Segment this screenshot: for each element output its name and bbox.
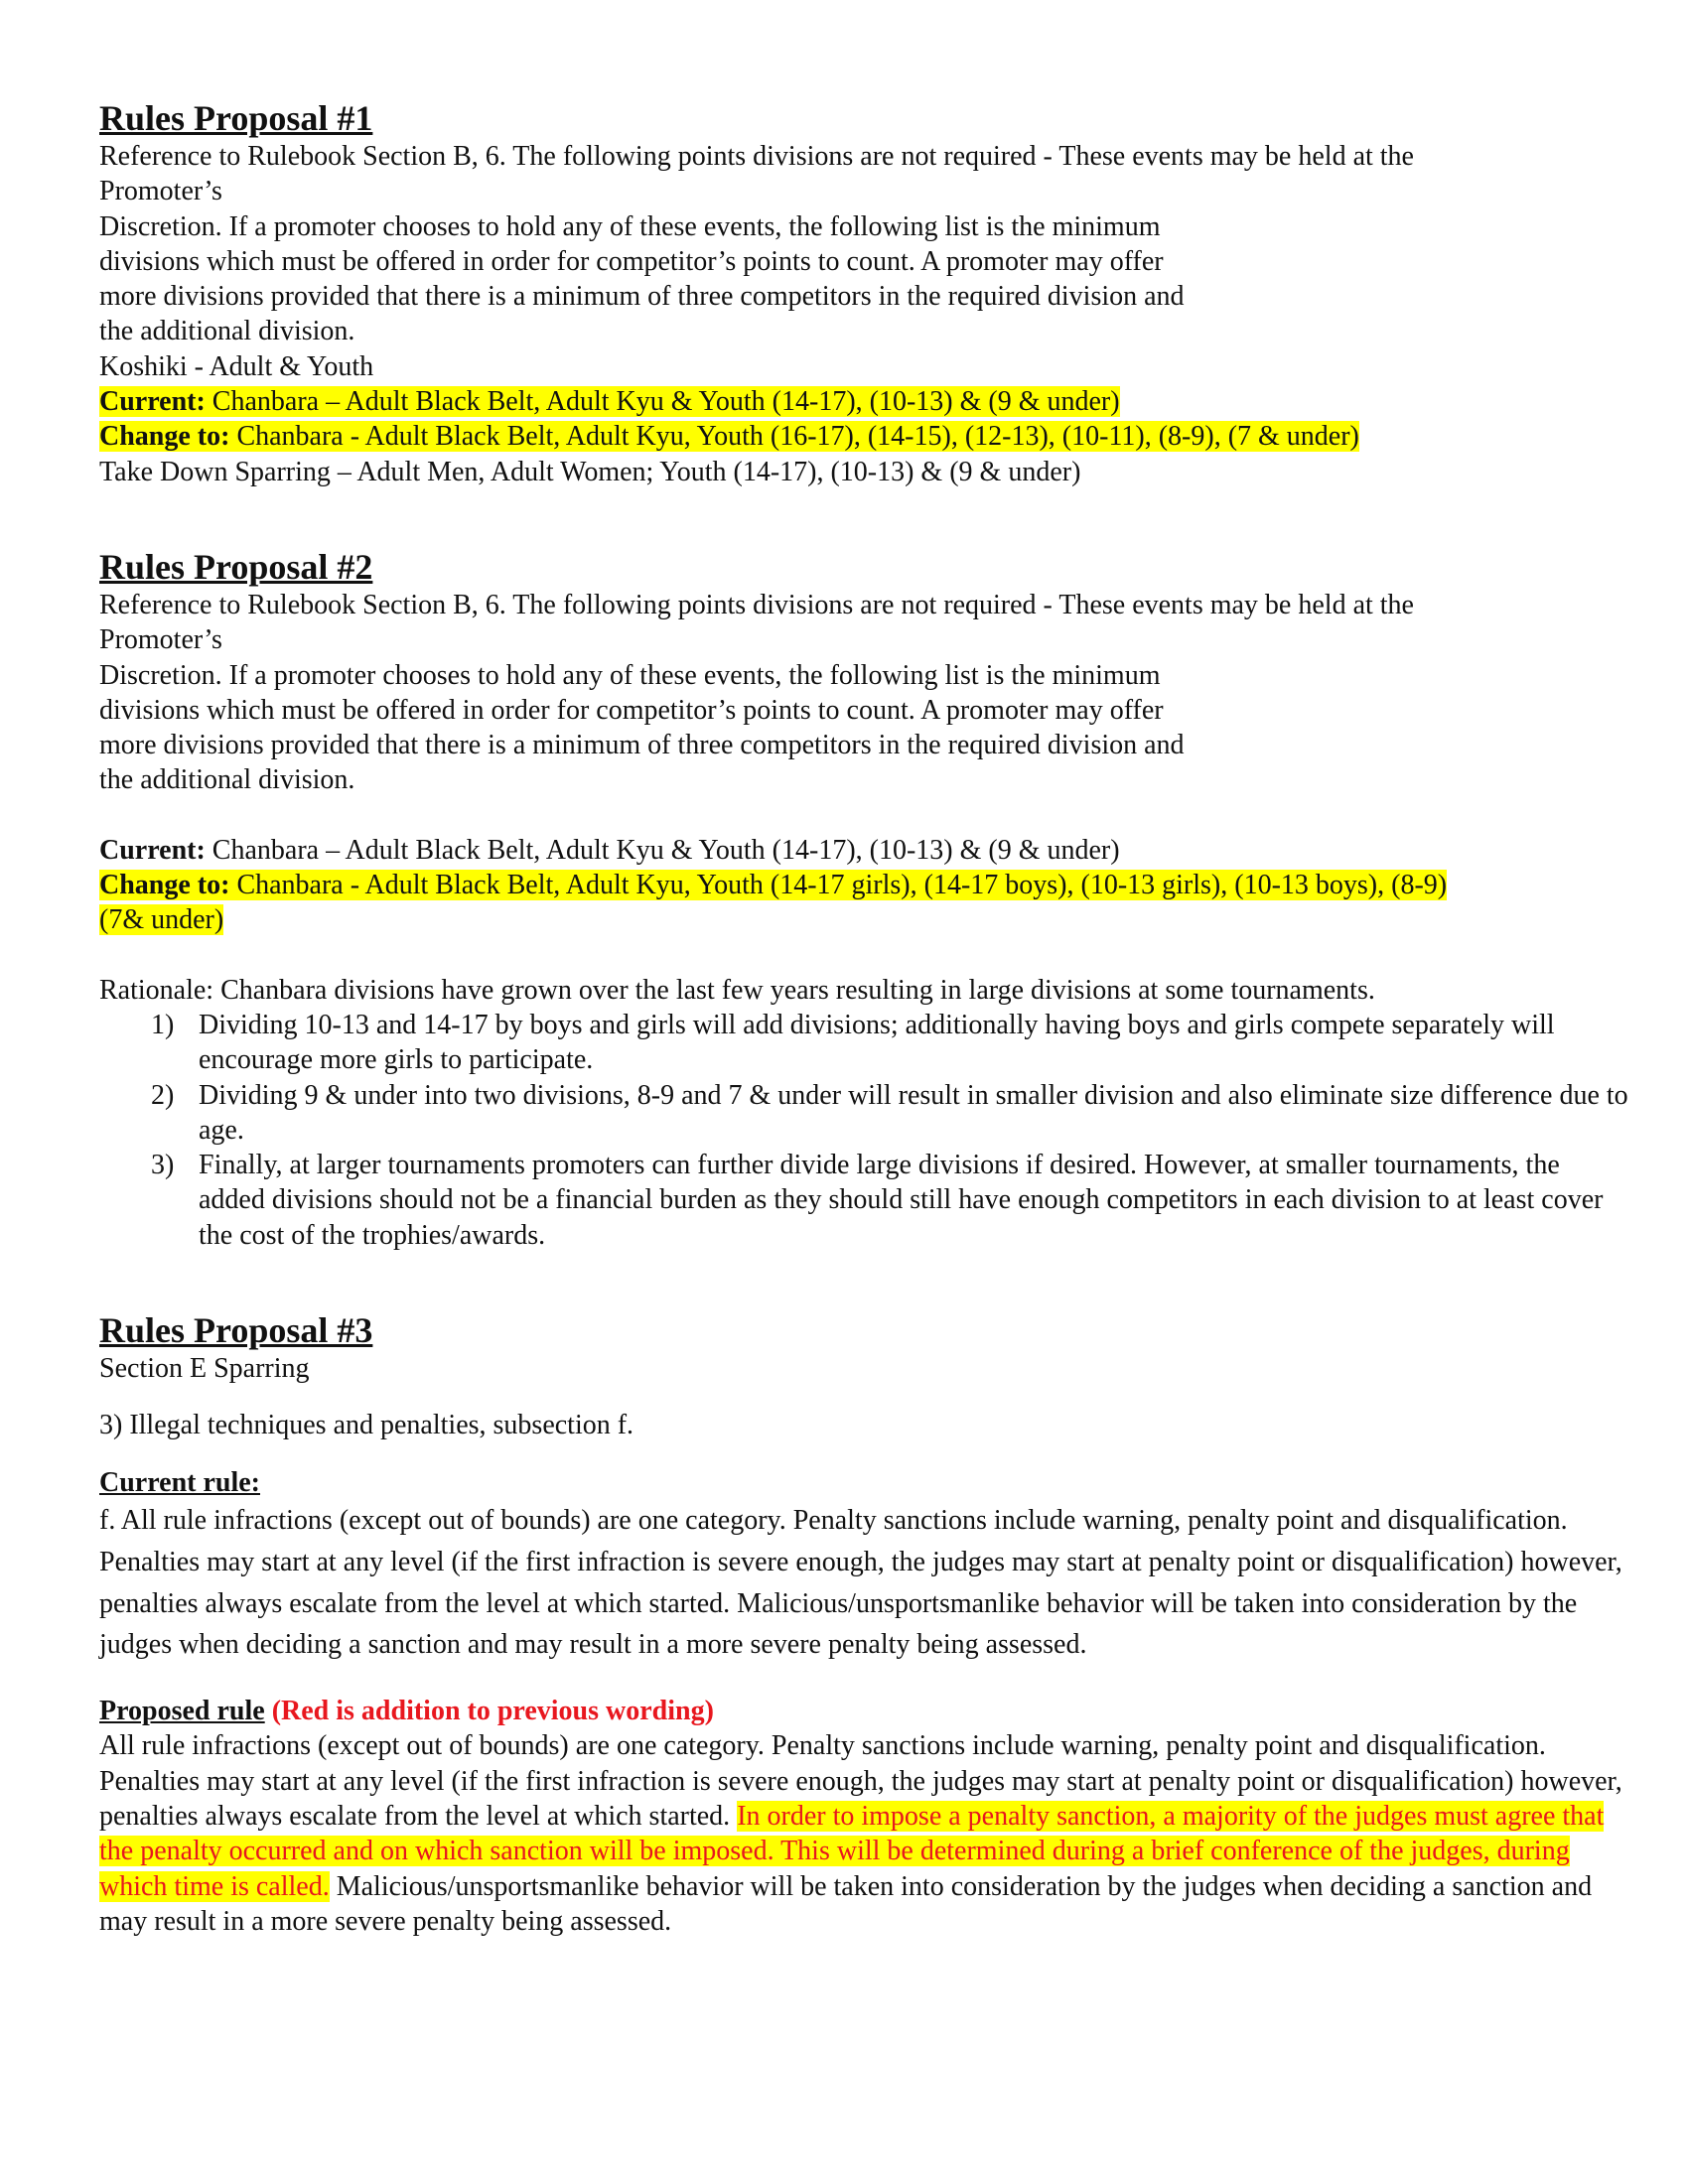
proposal-3-section: Section E Sparring [99,1353,310,1385]
proposal-3 [99,1309,1628,1939]
proposal-2-line: Discretion. If a promoter chooses to hold any of these events, the following list is the minimum [99,659,1161,691]
proposed-rule-text [99,1728,1628,1939]
change-label: Change to: [99,870,230,901]
proposal-1-change [99,419,1628,454]
proposed-text-before: All rule infractions (except out of bounds) are one category. Penalty sanctions include warning, penalty point and disqualification. Penalties may start at any level (if the first infraction is severe enough, the judges may start at penalty point or disqualification) however, penalties always escalate from the level at which started. [99,1730,1622,1832]
proposed-rule-heading [99,1694,1628,1728]
rationale-item [99,1078,1628,1149]
proposal-1-line: Promoter’s [99,176,222,207]
proposal-1-line: Discretion. If a promoter chooses to hold any of these events, the following list is the minimum [99,210,1161,242]
rationale-item [99,1148,1628,1253]
rationale-text: Dividing 10-13 and 14-17 by boys and girls will add divisions; additionally having boys and girls compete separately will encourage more girls to participate. [199,1009,1555,1076]
rationale-text: Dividing 9 & under into two divisions, 8-9 and 7 & under will result in smaller division and also eliminate size difference due to age. [199,1079,1628,1146]
proposal-2-line: Reference to Rulebook Section B, 6. The following points divisions are not required - These events may be held at the [99,589,1414,620]
proposal-3-title: Rules Proposal #3 [99,1310,373,1351]
proposal-2 [99,546,1628,1253]
proposal-2-current [99,833,1628,868]
proposal-1-last-line: Take Down Sparring – Adult Men, Adult Women; Youth (14-17), (10-13) & (9 & under) [99,456,1081,487]
proposal-1-line: Reference to Rulebook Section B, 6. The following points divisions are not required - These events may be held at the [99,141,1414,172]
proposed-rule-note: (Red is addition to previous wording) [264,1696,714,1727]
current-label: Current: [99,834,206,866]
rationale-number: 1) [151,1009,175,1040]
rationale-number: 3) [151,1150,175,1181]
current-text: Chanbara – Adult Black Belt, Adult Kyu & Youth (14-17), (10-13) & (9 & under) [205,386,1120,418]
proposal-2-change [99,868,1628,902]
change-text-cont: (7& under) [99,904,224,936]
current-rule-label: Current rule: [99,1466,260,1498]
rationale-list [99,1008,1628,1253]
proposal-1-line: divisions which must be offered in order for competitor’s points to count. A promoter may offer [99,245,1164,277]
proposal-3-subsection: 3) Illegal techniques and penalties, subsection f. [99,1410,634,1441]
proposal-2-line: more divisions provided that there is a minimum of three competitors in the required division and [99,730,1185,761]
proposal-2-line: the additional division. [99,764,355,796]
proposed-rule-label: Proposed rule [99,1696,265,1727]
proposal-2-title: Rules Proposal #2 [99,546,373,587]
change-label: Change to: [99,421,230,453]
current-text: Chanbara – Adult Black Belt, Adult Kyu & Youth (14-17), (10-13) & (9 & under) [205,834,1120,866]
proposal-1-line: more divisions provided that there is a minimum of three competitors in the required division and [99,281,1185,313]
change-text: Chanbara - Adult Black Belt, Adult Kyu, Youth (14-17 girls), (14-17 boys), (10-13 girls), (10-13 boys), (8-9) [229,870,1448,901]
proposal-1-line: Koshiki - Adult & Youth [99,350,374,382]
proposed-text-added: In order to impose a penalty sanction, a majority of the judges must agree that the penalty occurred and on which sanction will be imposed. This will be determined during a brief conference of the judges, during which time is called. [99,1800,1605,1902]
document-page [99,97,1628,1939]
proposal-1-current [99,384,1628,419]
proposal-2-change-cont [99,902,1628,937]
proposal-2-rationale: Rationale: Chanbara divisions have grown over the last few years resulting in large divisions at some tournaments. [99,974,1375,1006]
proposed-text-after: Malicious/unsportsmanlike behavior will be taken into consideration by the judges when deciding a sanction and may result in a more severe penalty being assessed. [99,1870,1593,1937]
rationale-number: 2) [151,1079,175,1111]
current-rule-text: f. All rule infractions (except out of bounds) are one category. Penalty sanctions include warning, penalty point and disqualification. Penalties may start at any level (if the first infraction is severe enough, the judges may start at penalty point or disqualification) however, penalties always escalate from the level at which started. Malicious/unsportsmanlike behavior will be taken into consideration by the judges when deciding a sanction and may result in a more severe penalty being assessed. [99,1504,1622,1661]
proposal-2-line: Promoter’s [99,624,222,656]
change-text: Chanbara - Adult Black Belt, Adult Kyu, Youth (16-17), (14-15), (12-13), (10-11), (8-9), (7 & under) [229,421,1359,453]
proposal-2-line: divisions which must be offered in order for competitor’s points to count. A promoter may offer [99,694,1164,726]
rationale-item [99,1008,1628,1078]
proposal-1 [99,97,1628,489]
proposal-1-title: Rules Proposal #1 [99,98,373,138]
proposal-1-line: the additional division. [99,316,355,347]
rationale-text: Finally, at larger tournaments promoters can further divide large divisions if desired. However, at smaller tournaments, the added divisions should not be a financial burden as they should still have enough competitors in each division to at least cover the cost of the trophies/awards. [199,1150,1604,1251]
current-label: Current: [99,386,206,418]
